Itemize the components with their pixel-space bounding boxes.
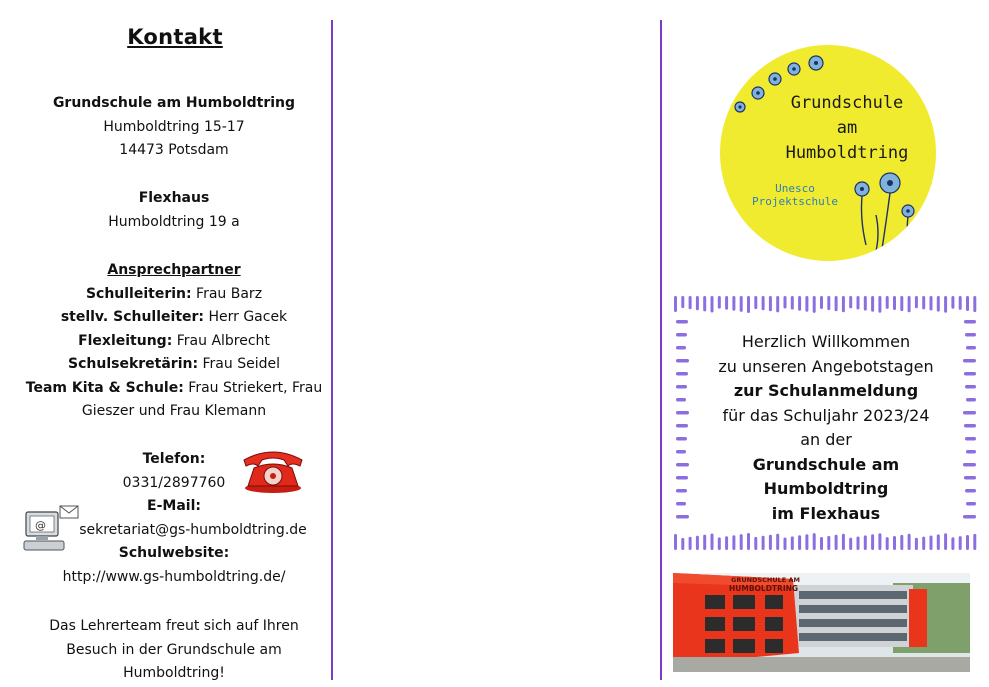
border-tick: [769, 535, 772, 550]
border-tick: [740, 534, 743, 550]
border-tick: [951, 537, 954, 550]
contacts-title: Ansprechpartner: [107, 262, 241, 278]
border-tick: [951, 296, 954, 309]
border-tick: [718, 296, 721, 309]
border-tick: [908, 296, 911, 312]
border-tick: [930, 296, 933, 311]
contact-panel: [0, 0, 340, 687]
border-tick: [784, 296, 787, 309]
border-tick: [857, 296, 860, 310]
border-tick: [900, 296, 903, 311]
border-tick: [849, 538, 852, 550]
border-tick: [908, 534, 911, 550]
border-tick: [784, 538, 787, 551]
border-tick: [791, 296, 794, 310]
border-tick: [732, 296, 735, 311]
border-tick: [915, 296, 918, 308]
border-tick: [871, 296, 874, 312]
email-address[interactable]: sekretariat@gs-humboldtring.de: [79, 521, 307, 538]
border-tick: [835, 535, 838, 550]
logo-title: Grundschule am Humboldtring: [785, 93, 909, 163]
border-tick: [959, 296, 962, 310]
contact-heading: Kontakt: [127, 25, 223, 49]
border-tick: [732, 535, 735, 550]
border-tick: [849, 296, 852, 308]
person-row: stellv. Schulleiter: Herr Gacek: [60, 309, 288, 325]
border-tick: [813, 533, 816, 550]
border-tick: [871, 534, 874, 550]
border-tick: [937, 534, 940, 550]
closing-line: Humboldtring!: [123, 665, 225, 681]
person-row-continued: Gieszer und Frau Klemann: [81, 403, 267, 419]
border-tick: [857, 537, 860, 551]
border-tick: [696, 296, 699, 310]
flexhaus-street: Humboldtring 19 a: [108, 213, 240, 230]
border-tick: [703, 535, 706, 550]
border-tick: [711, 534, 714, 551]
border-tick: [922, 537, 925, 550]
contact-persons: [0, 259, 348, 424]
border-tick: [915, 538, 918, 550]
border-tick: [878, 296, 881, 313]
fold-line-left: [331, 20, 333, 680]
border-tick: [813, 296, 816, 313]
border-tick: [754, 537, 757, 550]
border-tick: [725, 536, 728, 550]
border-tick: [747, 533, 750, 550]
border-tick: [973, 296, 976, 312]
border-tick: [762, 536, 765, 550]
person-row: Team Kita & Schule: Frau Striekert, Frau: [25, 379, 323, 396]
border-tick: [900, 535, 903, 550]
border-tick: [805, 534, 808, 550]
border-tick: [878, 533, 881, 550]
border-tick: [964, 320, 976, 324]
border-tick: [893, 296, 896, 310]
border-tick: [827, 296, 830, 310]
border-tick: [864, 296, 867, 311]
border-tick: [681, 538, 684, 550]
website-link[interactable]: http://www.gs-humboldtring.de/: [62, 568, 286, 585]
border-tick: [820, 537, 823, 550]
border-tick: [973, 534, 976, 550]
border-tick: [703, 296, 706, 311]
border-tick: [740, 296, 743, 312]
building-sign-line2: HUMBOLDTRING: [729, 584, 799, 593]
phone-number: 0331/2897760: [122, 474, 226, 491]
border-tick: [791, 536, 794, 550]
border-tick: [689, 296, 692, 309]
border-tick: [696, 536, 699, 550]
border-tick: [674, 296, 677, 312]
border-tick: [944, 296, 947, 313]
person-row: Schulleiterin: Frau Barz: [85, 285, 263, 302]
border-tick: [966, 535, 969, 550]
border-tick: [944, 533, 947, 550]
website-label: Schulwebsite:: [118, 545, 230, 561]
svg-text:@: @: [35, 519, 46, 532]
border-tick: [689, 537, 692, 550]
border-tick: [718, 537, 721, 550]
border-tick: [805, 296, 808, 312]
border-tick: [864, 535, 867, 550]
welcome-box: [672, 294, 980, 552]
border-tick: [827, 536, 830, 550]
welcome-text: Herzlich Willkommen zu unseren Angebotstagen zur Schulanmeldung für das Schuljahr 2023/24 an der Grundschule am Humboldtring im Flexhaus: [718, 332, 934, 523]
border-tick: [711, 296, 714, 313]
school-name: Grundschule am Humboldtring: [52, 95, 296, 111]
border-tick: [820, 296, 823, 309]
border-tick: [842, 534, 845, 550]
border-tick: [959, 536, 962, 550]
school-address: [0, 92, 348, 163]
border-tick: [798, 296, 801, 311]
school-building-photo: [673, 573, 970, 672]
closing-line: Das Lehrerteam freut sich auf Ihren: [49, 618, 299, 634]
border-tick: [930, 536, 933, 551]
border-tick: [798, 535, 801, 550]
border-tick: [886, 296, 889, 309]
closing-line: Besuch in der Grundschule am: [66, 641, 282, 658]
school-street: Humboldtring 15-17: [103, 118, 245, 135]
border-tick: [681, 296, 684, 308]
fold-line-right: [660, 20, 662, 680]
border-tick: [754, 296, 757, 309]
border-tick: [776, 534, 779, 550]
person-row: Flexleitung: Frau Albrecht: [78, 332, 270, 349]
border-tick: [747, 296, 750, 313]
computer-email-icon: [22, 504, 82, 554]
border-tick: [842, 296, 845, 312]
telephone-icon: [240, 446, 306, 494]
border-tick: [893, 536, 896, 550]
school-logo: [720, 45, 936, 261]
closing-text: [0, 615, 348, 686]
school-city: 14473 Potsdam: [119, 142, 229, 158]
building-sign-line1: GRUNDSCHULE AM: [731, 576, 800, 584]
email-label: E-Mail:: [147, 498, 201, 514]
border-tick: [676, 320, 688, 324]
border-tick: [922, 296, 925, 309]
border-tick: [835, 296, 838, 311]
border-tick: [886, 537, 889, 550]
border-tick: [769, 296, 772, 311]
phone-label: Telefon:: [142, 451, 206, 467]
person-row: Schulsekretärin: Frau Seidel: [68, 356, 280, 372]
border-tick: [776, 296, 779, 312]
flexhaus-title: Flexhaus: [138, 190, 210, 206]
border-tick: [725, 296, 728, 310]
border-tick: [966, 296, 969, 311]
border-tick: [937, 296, 940, 312]
logo-subtitle: Unesco Projektschule: [751, 182, 839, 208]
flexhaus-address: [0, 187, 348, 234]
border-tick: [762, 296, 765, 310]
border-tick: [674, 534, 677, 550]
